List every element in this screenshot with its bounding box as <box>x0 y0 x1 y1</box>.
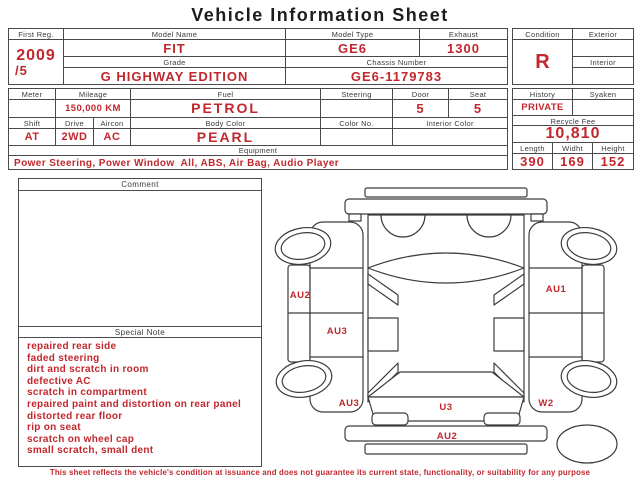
vehicle-id-table <box>8 28 508 85</box>
first-reg-cell <box>9 29 64 84</box>
interior-value <box>573 68 633 84</box>
condition-panel <box>512 28 634 85</box>
model-name-value: FIT <box>163 40 186 56</box>
grade-value: G HIGHWAY EDITION <box>100 68 249 84</box>
comment-body <box>19 191 261 326</box>
syaken-value <box>573 100 633 115</box>
chassis-number-cell <box>286 57 507 84</box>
shift-label: Shift <box>9 118 55 129</box>
model-type-label: Model Type <box>286 29 419 40</box>
door-label: Door <box>393 89 448 100</box>
exterior-value <box>573 40 633 57</box>
recycle-fee-label: Recycle Fee <box>513 116 633 126</box>
left-tail-light <box>372 413 408 425</box>
interior-label: Interior <box>573 57 633 68</box>
condition-value: R <box>535 50 550 73</box>
model-type-cell <box>286 29 420 57</box>
steering-value <box>321 100 392 117</box>
meter-label: Meter <box>9 89 55 100</box>
damage-label-left-rear-door: AU3 <box>326 326 348 337</box>
fuel-value: PETROL <box>191 100 260 117</box>
comment-label: Comment <box>19 179 261 191</box>
width-value: 169 <box>553 154 593 169</box>
grade-label: Grade <box>64 57 285 68</box>
left-front-pillar <box>368 274 398 305</box>
meter-cell <box>9 89 56 117</box>
shift-value: AT <box>24 130 40 143</box>
damage-label-left-rear-fender: AU3 <box>338 398 360 409</box>
comment-note-box <box>18 178 262 467</box>
meter-value <box>9 100 55 117</box>
height-label: Height <box>593 143 633 154</box>
body-color-label: Body Color <box>131 118 320 129</box>
exterior-label: Exterior <box>573 29 633 40</box>
special-note-line: distorted rear floor <box>27 410 123 422</box>
recycle-fee-value: 10,810 <box>513 126 633 143</box>
spec-table <box>8 88 508 170</box>
model-name-cell <box>64 29 286 57</box>
drive-value: 2WD <box>61 130 88 143</box>
exhaust-value: 1300 <box>447 40 480 56</box>
special-note-label: Special Note <box>19 326 261 338</box>
rear-plate-bar <box>365 444 527 454</box>
mileage-label: Mileage <box>56 89 130 100</box>
history-value: PRIVATE <box>513 100 573 115</box>
aircon-label: Aircon <box>94 118 130 129</box>
damage-label-left-front-door: AU2 <box>289 290 311 301</box>
equipment-label: Equipment <box>9 146 507 156</box>
car-damage-diagram <box>270 178 638 470</box>
special-note-line: small scratch, small dent <box>27 445 154 457</box>
color-no-value <box>321 129 392 146</box>
color-no-label: Color No. <box>321 118 392 129</box>
shift-cell <box>9 118 56 146</box>
fuel-label: Fuel <box>131 89 320 100</box>
special-note-line: repaired paint and distortion on rear panel <box>27 398 242 410</box>
history-label: History <box>513 89 573 100</box>
drive-label: Drive <box>56 118 93 129</box>
right-front-pillar <box>494 274 524 305</box>
right-door-frame <box>494 318 524 351</box>
condition-cell <box>513 29 573 84</box>
first-reg-label: First Reg. <box>9 29 63 40</box>
interior-color-value <box>393 129 507 146</box>
width-label: Widht <box>553 143 593 154</box>
exhaust-label: Exhaust <box>420 29 507 40</box>
left-door-frame <box>368 318 398 351</box>
damage-label-rear-panel: U3 <box>439 402 453 413</box>
equipment-value: Power Steering, Power Window All, ABS, Air Bag, Audio Player <box>14 158 340 169</box>
chassis-number-value: GE6-1179783 <box>350 68 443 84</box>
special-note-line: dirt and scratch in room <box>27 364 149 376</box>
model-name-label: Model Name <box>64 29 285 40</box>
length-label: Length <box>513 143 553 154</box>
damage-label-rear-bumper: AU2 <box>436 431 458 442</box>
grade-cell <box>64 57 286 84</box>
syaken-label: Syaken <box>573 89 633 100</box>
special-note-line: repaired rear side <box>27 341 117 352</box>
interior-color-label: Interior Color <box>393 118 507 129</box>
special-note-line: scratch in compartment <box>27 387 147 399</box>
model-type-value: GE6 <box>337 40 367 56</box>
seat-label: Seat <box>449 89 507 100</box>
equipment-cell <box>9 146 507 169</box>
drive-cell <box>56 118 94 146</box>
height-value: 152 <box>600 154 626 169</box>
damage-label-right-rear-fender: W2 <box>538 398 554 409</box>
interior-color-cell <box>393 118 507 146</box>
disclaimer-text: This sheet reflects the vehicle's condition at issuance and does not guarantee its current state, functionality, or suitability for any purpose <box>49 468 591 477</box>
condition-label: Condition <box>513 29 572 40</box>
first-reg-month: /5 <box>15 62 28 78</box>
special-note-line: defective AC <box>27 375 91 387</box>
steering-cell <box>321 89 393 117</box>
chassis-number-label: Chassis Number <box>286 57 507 68</box>
body-color-cell <box>131 118 321 146</box>
seat-cell <box>449 89 507 117</box>
history-panel <box>512 88 634 170</box>
first-reg-year: 2009 <box>16 46 56 64</box>
page-title: Vehicle Information Sheet <box>191 5 449 25</box>
body-color-value: PEARL <box>196 128 255 145</box>
color-no-cell <box>321 118 393 146</box>
front-bumper <box>345 199 547 214</box>
special-note-list <box>19 338 261 466</box>
fuel-cell <box>131 89 321 117</box>
steering-label: Steering <box>321 89 392 100</box>
aircon-cell <box>94 118 131 146</box>
door-cell <box>393 89 449 117</box>
door-value: 5 <box>416 100 425 116</box>
damage-label-right-front-door: AU1 <box>545 284 567 295</box>
aircon-value: AC <box>103 130 121 143</box>
exhaust-cell <box>420 29 507 57</box>
seat-value: 5 <box>473 100 483 116</box>
mileage-value: 150,000 KM <box>65 102 121 114</box>
length-value: 390 <box>513 154 553 169</box>
special-note-line: scratch on wheel cap <box>27 433 135 445</box>
special-note-line: rip on seat <box>27 422 81 434</box>
spare-tire <box>557 425 617 463</box>
special-note-line: faded steering <box>27 352 100 364</box>
right-tail-light <box>484 413 520 425</box>
mileage-cell <box>56 89 131 117</box>
front-plate-bar <box>365 188 527 197</box>
